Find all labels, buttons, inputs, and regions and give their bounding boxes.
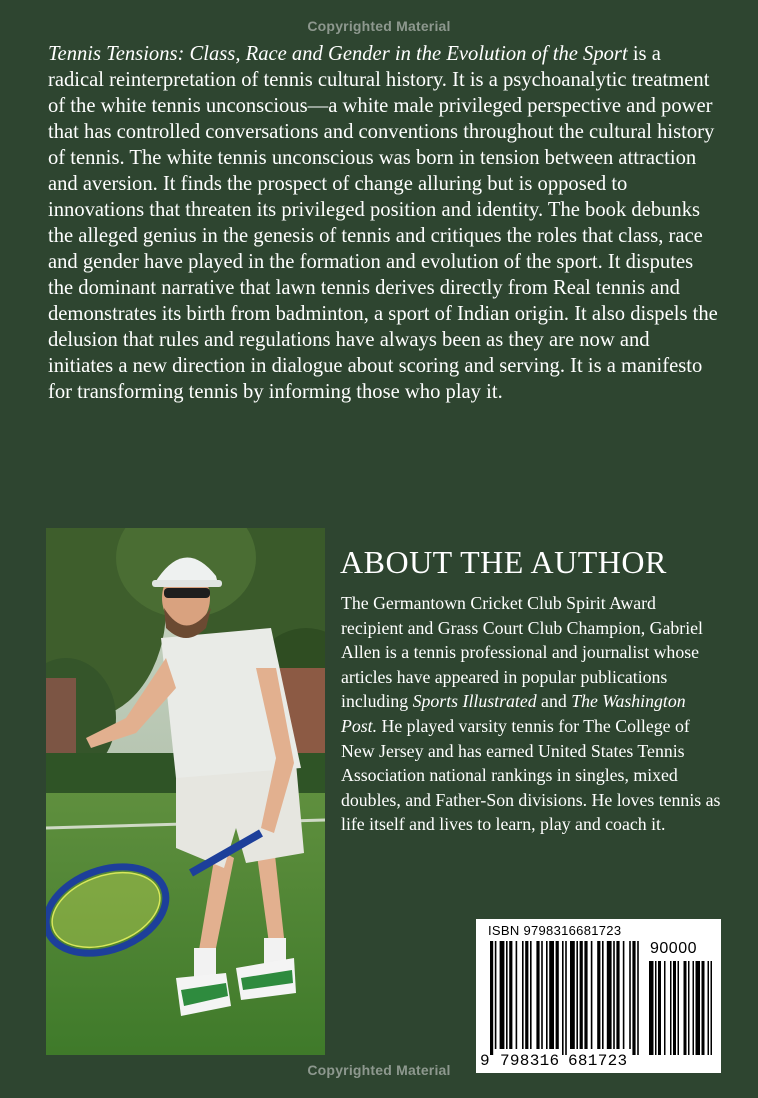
publication-washington-post: The Washington Post.: [341, 691, 686, 736]
isbn-barcode-box: [476, 919, 721, 1073]
publication-sports-illustrated: Sports Illustrated: [412, 691, 537, 712]
author-bio: [341, 591, 721, 837]
bio-text-and: and: [536, 691, 572, 712]
book-description: [48, 41, 718, 405]
bio-text-part1: The Germantown Cricket Club Spirit Award recipient and Grass Court Club Champion, Gabriel Allen is a tennis professional and journalist whose articles have appeared in popular publications including: [341, 593, 703, 712]
price-code: 90000: [650, 940, 697, 957]
author-photo: [46, 528, 325, 1055]
isbn-label: ISBN 9798316681723: [488, 923, 622, 938]
book-title: Tennis Tensions: Class, Race and Gender in the Evolution of the Sport: [48, 43, 628, 65]
barcode-digits-left: 798316: [500, 1052, 560, 1070]
description-text: is a radical reinterpretation of tennis cultural history. It is a psychoanalytic treatment of the white tennis unconscious—a white male privileged perspective and power that has controlled conversations and conventions throughout the cultural history of tennis. The white tennis unconscious was born in tension between attraction and aversion. It finds the prospect of change alluring but is opposed to innovations that threaten its privileged position and identity. The book debunks the alleged genius in the genesis of tennis and critiques the roles that class, race and gender have played in the formation and evolution of the sport. It disputes the dominant narrative that lawn tennis derives directly from Real tennis and demonstrates its birth from badminton, a sport of Indian origin. It also dispels the delusion that rules and regulations have always been as they are now and initiates a new direction in dialogue about scoring and serving. It is a manifesto for transforming tennis by informing those who play it.: [48, 43, 718, 403]
barcode-digits-right: 681723: [568, 1052, 628, 1070]
about-the-author-heading: ABOUT THE AUTHOR: [340, 544, 667, 580]
bio-text-part2: He played varsity tennis for The College of New Jersey and has earned United States Tennis Association national rankings in singles, mixed doubles, and Father-Son divisions. He loves tennis as life itself and lives to learn, play and coach it.: [341, 715, 721, 835]
copyright-watermark-top: Copyrighted Material: [307, 18, 451, 34]
copyright-watermark-bottom: Copyrighted Material: [307, 1062, 451, 1078]
barcode-digit-first: 9: [480, 1052, 490, 1070]
